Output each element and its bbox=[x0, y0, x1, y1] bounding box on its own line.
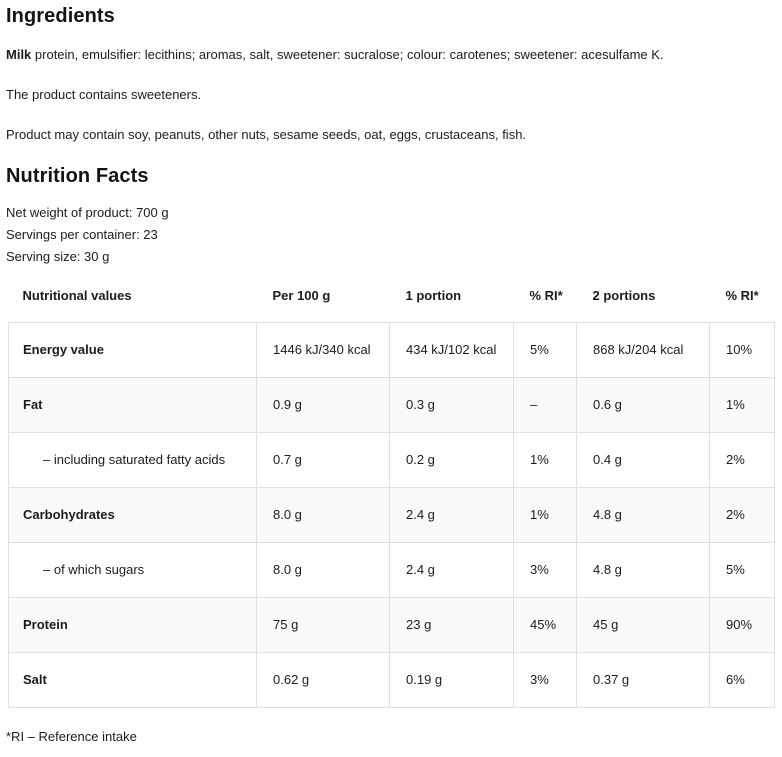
nutrient-label: Energy value bbox=[9, 323, 257, 378]
nutrient-value: 1446 kJ/340 kcal bbox=[257, 323, 390, 378]
nutrient-value: 4.8 g bbox=[577, 543, 710, 598]
table-row bbox=[9, 323, 775, 378]
nutrient-label: – of which sugars bbox=[9, 543, 257, 598]
nutrient-value: 0.6 g bbox=[577, 378, 710, 433]
column-header-5: 2 portions bbox=[577, 288, 710, 323]
nutrient-label: Salt bbox=[9, 653, 257, 708]
column-header-1: Nutritional values bbox=[9, 288, 257, 323]
nutrient-label: – including saturated fatty acids bbox=[9, 433, 257, 488]
nutrient-value: – bbox=[514, 378, 577, 433]
column-header-4: % RI* bbox=[514, 288, 577, 323]
nutrient-value: 2% bbox=[710, 433, 775, 488]
nutrient-value: 3% bbox=[514, 543, 577, 598]
nutrient-label: Fat bbox=[9, 378, 257, 433]
sweetener-notice: The product contains sweeteners. bbox=[6, 87, 202, 102]
nutrient-value: 3% bbox=[514, 653, 577, 708]
nutrient-value: 8.0 g bbox=[257, 543, 390, 598]
nutrient-value: 75 g bbox=[257, 598, 390, 653]
nutrient-label: Carbohydrates bbox=[9, 488, 257, 543]
nutrient-value: 10% bbox=[710, 323, 775, 378]
table-row bbox=[9, 433, 775, 488]
nutrient-value: 5% bbox=[514, 323, 577, 378]
table-row bbox=[9, 378, 775, 433]
nutrient-value: 4.8 g bbox=[577, 488, 710, 543]
ingredient-allergen-highlight: Milk bbox=[6, 47, 32, 62]
net-weight-line: Net weight of product: 700 g bbox=[6, 205, 169, 220]
nutrient-label: Protein bbox=[9, 598, 257, 653]
column-header-3: 1 portion bbox=[390, 288, 514, 323]
table-row bbox=[9, 653, 775, 708]
nutrient-value: 0.7 g bbox=[257, 433, 390, 488]
nutrition-table bbox=[8, 288, 775, 708]
nutrient-value: 0.62 g bbox=[257, 653, 390, 708]
column-header-6: % RI* bbox=[710, 288, 775, 323]
nutrient-value: 8.0 g bbox=[257, 488, 390, 543]
table-row bbox=[9, 543, 775, 598]
nutrient-value: 2.4 g bbox=[390, 543, 514, 598]
nutrition-facts-title: Nutrition Facts bbox=[6, 165, 149, 187]
nutrient-value: 5% bbox=[710, 543, 775, 598]
nutrient-value: 90% bbox=[710, 598, 775, 653]
nutrient-value: 2.4 g bbox=[390, 488, 514, 543]
nutrient-value: 868 kJ/204 kcal bbox=[577, 323, 710, 378]
nutrition-table-body bbox=[9, 323, 775, 708]
nutrient-value: 45% bbox=[514, 598, 577, 653]
nutrient-value: 23 g bbox=[390, 598, 514, 653]
nutrient-value: 2% bbox=[710, 488, 775, 543]
table-row bbox=[9, 598, 775, 653]
nutrient-value: 0.37 g bbox=[577, 653, 710, 708]
nutrient-value: 1% bbox=[514, 488, 577, 543]
servings-per-container-line: Servings per container: 23 bbox=[6, 227, 158, 242]
nutrient-value: 1% bbox=[710, 378, 775, 433]
nutrient-value: 1% bbox=[514, 433, 577, 488]
nutrient-value: 434 kJ/102 kcal bbox=[390, 323, 514, 378]
nutrient-value: 0.4 g bbox=[577, 433, 710, 488]
table-header-row bbox=[9, 288, 775, 323]
allergen-notice: Product may contain soy, peanuts, other nuts, sesame seeds, oat, eggs, crustaceans, fish. bbox=[6, 127, 527, 142]
nutrient-value: 0.9 g bbox=[257, 378, 390, 433]
nutrient-value: 45 g bbox=[577, 598, 710, 653]
reference-intake-footnote: *RI – Reference intake bbox=[6, 729, 137, 744]
ingredients-composition-text: protein, emulsifier: lecithins; aromas, salt, sweetener: sucralose; colour: carotenes; sweetener: acesulfame K. bbox=[31, 47, 664, 62]
column-header-2: Per 100 g bbox=[257, 288, 390, 323]
nutrient-value: 0.19 g bbox=[390, 653, 514, 708]
ingredients-composition bbox=[6, 48, 774, 62]
nutrient-value: 6% bbox=[710, 653, 775, 708]
serving-size-line: Serving size: 30 g bbox=[6, 249, 110, 264]
nutrient-value: 0.3 g bbox=[390, 378, 514, 433]
ingredients-title: Ingredients bbox=[6, 5, 115, 27]
nutrient-value: 0.2 g bbox=[390, 433, 514, 488]
table-row bbox=[9, 488, 775, 543]
